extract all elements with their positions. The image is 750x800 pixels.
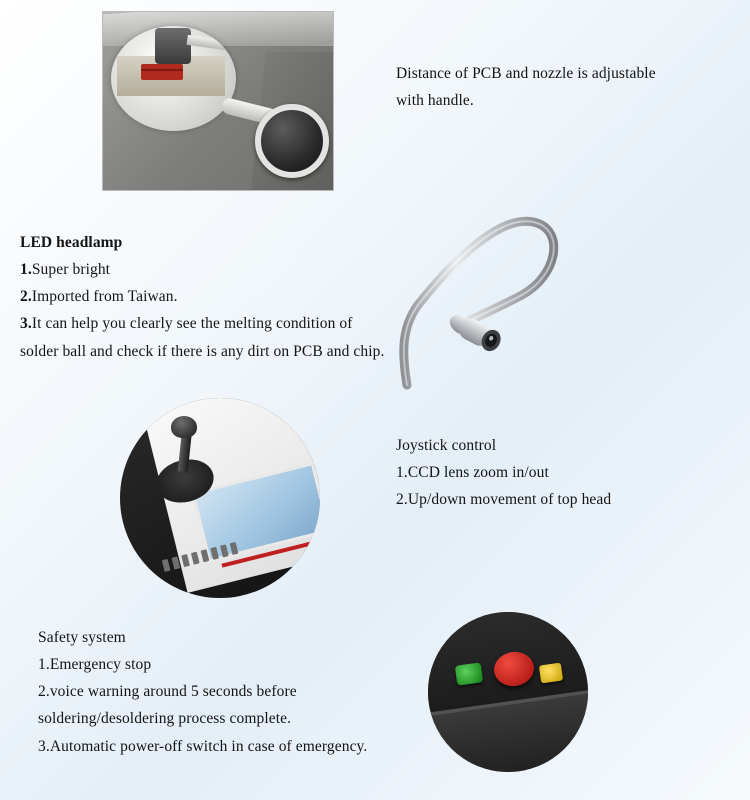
start-button-green [455, 662, 484, 685]
section-safety-system [38, 624, 388, 760]
safety-item-1: 1.Emergency stop [38, 656, 152, 674]
estop-photo-clip [428, 612, 588, 772]
led-item-3-number: 3. [20, 315, 32, 333]
led-lamp-illustration [392, 205, 617, 390]
caption-distance [396, 60, 696, 114]
joystick-item-2: 2.Up/down movement of top head [396, 491, 612, 509]
panel-button [181, 554, 190, 567]
led-item-2-text: Imported from Taiwan. [31, 288, 178, 306]
joystick-item-1: 1.CCD lens zoom in/out [396, 464, 549, 482]
led-item-3 [20, 310, 390, 364]
led-item-1-text: Super bright [31, 261, 111, 279]
joystick-knob [171, 416, 197, 438]
bga-chip [141, 64, 183, 80]
nozzle-closeup-inset [111, 26, 236, 131]
safety-heading: Safety system [38, 629, 126, 646]
image-emergency-stop [428, 612, 588, 772]
panel-button [210, 547, 219, 560]
nozzle-head [155, 28, 191, 64]
joystick-heading: Joystick control [396, 437, 497, 454]
panel-button [191, 552, 200, 565]
safety-item-2: 2.voice warning around 5 seconds before soldering/desoldering process complete. [38, 683, 297, 728]
warning-button-yellow [539, 663, 563, 684]
section-led-headlamp [20, 229, 390, 365]
panel-button [230, 542, 239, 555]
image-nozzle-distance [102, 11, 334, 191]
led-item-2 [20, 283, 390, 310]
led-headlamp-heading: LED headlamp [20, 234, 123, 251]
image-led-headlamp [392, 205, 617, 390]
handle-knob [255, 104, 329, 178]
led-item-1-number: 1. [20, 261, 32, 279]
caption-distance-line-2: with handle. [396, 92, 474, 110]
caption-distance-line-1: Distance of PCB and nozzle is adjustable [396, 65, 656, 82]
led-item-1 [20, 256, 390, 283]
section-joystick-control [396, 432, 686, 513]
panel-button [201, 549, 210, 562]
led-item-2-number: 2. [20, 288, 32, 306]
safety-item-3: 3.Automatic power-off switch in case of emergency. [38, 737, 368, 755]
joystick-photo-clip [120, 398, 320, 598]
image-joystick-panel [120, 398, 320, 598]
panel-button [220, 544, 229, 557]
panel-button [171, 556, 180, 569]
led-item-3-text: It can help you clearly see the melting condition of solder ball and check if there is any dirt on PCB and chip. [20, 315, 385, 360]
